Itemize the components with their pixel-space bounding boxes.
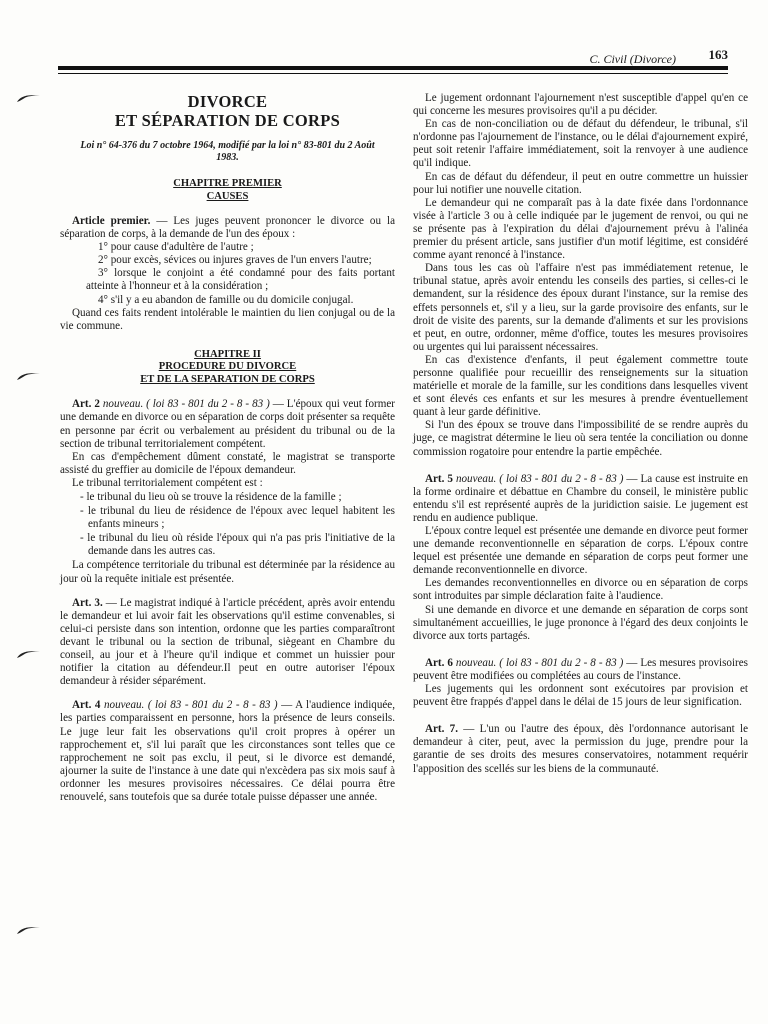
paragraph: Quand ces faits rendent intolérable le maintien du lien conjugal ou de la vie commune. — [60, 306, 395, 332]
paragraph: Si l'un des époux se trouve dans l'impossibilité de se rendre auprès du juge, ce magistrat détermine le lieu où sera tentée la conciliation ou donne commission rogatoire pour entendre la partie empêchée. — [413, 419, 748, 458]
right-column — [413, 92, 748, 776]
section-title — [60, 92, 395, 130]
article-text: — L'époux qui veut former une demande en divorce ou en séparation de corps doit présenter sa requête en personne par écrit ou verbalement au président du tribunal ou de la section de tribunal territorialement compétent. — [60, 398, 395, 450]
article-label: Art. 2 — [72, 398, 100, 411]
paragraph: En cas d'existence d'enfants, il peut également commettre toute personne qualifiée pour recueillir des renseignements sur la situation matérielle et morale de la famille, sur les conditions dans lesquelles vivent et sont élevés ces enfants et sur les mesures à prendre éventuellement quant à leur garde définitive. — [413, 353, 748, 419]
law-reference: Loi n° 64-376 du 7 octobre 1964, modifié par la loi n° 83-801 du 2 Août 1983. — [80, 140, 375, 163]
article-label: Art. 7. — [425, 723, 458, 736]
list-item: 2° pour excès, sévices ou injures graves de l'un envers l'autre; — [98, 254, 372, 267]
article-label: Art. 3. — [72, 596, 103, 609]
page-number: 163 — [708, 47, 728, 62]
article-text: — Les mesures provisoires peuvent être modifiées ou complétées au cours de l'instance. — [413, 656, 748, 682]
margin-mark-icon — [16, 924, 42, 936]
paragraph: En cas de défaut du défendeur, il peut en outre commettre un huissier pour lui notifier une nouvelle citation. — [413, 170, 748, 196]
chapter-heading-line: PROCEDURE DU DIVORCE — [158, 361, 297, 373]
chapter-heading — [60, 349, 395, 387]
running-title: C. Civil (Divorce) — [589, 52, 676, 66]
article-paragraph — [413, 723, 748, 775]
article-text: — L'un ou l'autre des époux, dès l'ordonnance autorisant le demandeur à citer, peut, avec la permission du juge, prendre pour la garantie de ses droits des mesures conservatoires, notamment requérir l'apposition des scellés sur les biens de la communauté. — [413, 723, 749, 775]
title-line: DIVORCE — [187, 92, 268, 111]
paragraph: Le demandeur qui ne comparaît pas à la date fixée dans l'ordonnance visée à l'article 3 ou à celle indiquée par le jugement de renvoi, ou qui ne se présente pas à l'expiration du délai d'ajournement prévu à l'alinéa premier du présent article, sans justifier d'un motif légitime, est considéré comme ayant renoncé à l'instance. — [413, 196, 748, 262]
page-header — [58, 44, 728, 66]
article-label: Art. 6 — [425, 656, 453, 669]
list-item: - le tribunal du lieu où se trouve la résidence de la famille ; — [80, 491, 342, 503]
article-reference: nouveau. ( loi 83 - 801 du 2 - 8 - 83 ) — [99, 398, 270, 411]
paragraph: En cas de non-conciliation ou de défaut du défendeur, le tribunal, s'il n'ordonne pas l'ajournement de l'instance, ou le délai d'ajournement expiré, peut soit retenir l'affaire immédiatement, soit la renvoyer à une audience qu'il indique. — [413, 118, 748, 170]
header-rule — [58, 66, 728, 70]
paragraph: Si une demande en divorce et une demande en séparation de corps sont simultanément accueillies, le juge prononce à l'égard des deux conjoints le divorce aux torts partagés. — [413, 603, 748, 642]
article-label: Art. 5 — [425, 472, 453, 485]
margin-mark-icon — [16, 370, 42, 382]
article-reference: nouveau. ( loi 83 - 801 du 2 - 8 - 83 ) — [100, 699, 278, 712]
article-label: Art. 4 — [72, 699, 101, 712]
list-item: 3° lorsque le conjoint a été condamné pour des faits portant atteinte à l'honneur et à la considération ; — [86, 267, 395, 293]
chapter-heading — [60, 178, 395, 203]
paragraph: Les demandes reconventionnelles en divorce ou en séparation de corps sont introduites par simple déclaration faite à l'audience. — [413, 577, 748, 603]
list-item: 1° pour cause d'adultère de l'autre ; — [98, 241, 254, 254]
paragraph: La compétence territoriale du tribunal est déterminée par la résidence au jour où la requête initiale est présentée. — [60, 559, 395, 585]
paragraph: En cas d'empêchement dûment constaté, le magistrat se transporte assisté du greffier au domicile de l'époux demandeur. — [60, 450, 395, 476]
article-text: — Les juges peuvent prononcer le divorce ou la séparation de corps, à la demande de l'un des époux : — [60, 215, 395, 241]
chapter-heading-line: ET DE LA SEPARATION DE CORPS — [140, 373, 315, 385]
title-line: ET SÉPARATION DE CORPS — [114, 111, 341, 130]
chapter-heading-line: CAUSES — [206, 190, 249, 202]
article-paragraph — [413, 473, 748, 525]
article-label: Article premier. — [72, 215, 151, 227]
paragraph: L'époux contre lequel est présentée une demande en divorce peut former une demande reconventionnelle en séparation de corps. L'époux contre lequel est présentée une demande en séparation de corps peut former une demande reconventionnelle en divorce. — [413, 525, 748, 577]
list-item: - le tribunal du lieu de résidence de l'époux avec lequel habitent les enfants mineurs ; — [80, 505, 395, 531]
article-text: — A l'audience indiquée, les parties comparaissent en personne, hors la présence de leurs conseils. Le juge leur fait les observations qu'il croit propres à opérer un rapprochement et, s'il lui paraît que les circonstances sont telles que ce rapprochement ne soit pas exclu, il peut, si le divorce est demandé, ajourner la suite de l'instance à une date qui n'excèdera pas six mois sauf à ordonner les mesures provisoires nécessaires. Ce délai pourra être renouvelé, sans toutefois que sa durée totale puisse dépasser une année. — [60, 699, 396, 803]
margin-mark-icon — [16, 92, 42, 104]
header-rule-thin — [58, 73, 728, 74]
article-paragraph — [60, 215, 395, 241]
article-text: — La cause est instruite en la forme ordinaire et débattue en Chambre du conseil, le ministère public entendu s'il est représenté auprès de la juridiction saisie. Le jugement est rendu en audience publique. — [413, 472, 748, 524]
list-item: 4° s'il y a eu abandon de famille ou du domicile conjugal. — [98, 293, 354, 306]
article-paragraph — [60, 398, 395, 450]
article-paragraph — [413, 657, 748, 683]
margin-mark-icon — [16, 648, 42, 660]
paragraph: Les jugements qui les ordonnent sont exécutoires par provision et peuvent être frappés d'appel dans le délai de 15 jours de leur signification. — [413, 683, 748, 709]
article-paragraph — [60, 597, 395, 689]
article-reference: nouveau. ( loi 83 - 801 du 2 - 8 - 83 ) — [452, 472, 624, 485]
paragraph: Dans tous les cas où l'affaire n'est pas immédiatement retenue, le tribunal statue, après avoir entendu les conseils des parties, si celles-ci le demandent, sur la résidence des époux durant l'instance, sur la remise des effets personnels et, s'il y a lieu, sur la garde provisoire des enfants, sur le droit de visite des parents, sur la demande d'aliments et sur les provisions et peut, en outre, ordonner, même d'office, toutes les mesures provisoires ou urgentes qui lui paraissent nécessaires. — [413, 262, 748, 353]
chapter-heading-line: CHAPITRE II — [194, 348, 261, 360]
article-paragraph — [60, 699, 395, 804]
left-column — [60, 88, 395, 804]
article-reference: nouveau. ( loi 83 - 801 du 2 - 8 - 83 ) — [452, 656, 624, 669]
article-text: — Le magistrat indiqué à l'article précédent, après avoir entendu le demandeur et lui avoir fait les observations qu'il estime convenables, si celui-ci persiste dans son intention, ordonne que les parties comparaîtront devant le tribunal ou la section de tribunal, siègeant en Chambre du conseil, au jour et à l'heure qu'il indique et commet un huissier pour notifier la citation au défendeur.Il peut en outre autoriser l'époux demandeur à résider séparément. — [60, 596, 396, 688]
paragraph: Le jugement ordonnant l'ajournement n'est susceptible d'appel qu'en ce qui concerne les mesures provisoires qu'il a pu décider. — [413, 92, 748, 118]
paragraph: Le tribunal territorialement compétent est : — [72, 476, 263, 489]
list-item: - le tribunal du lieu où réside l'époux qui n'a pas pris l'initiative de la demande dans les autres cas. — [80, 532, 395, 558]
chapter-heading-line: CHAPITRE PREMIER — [173, 178, 282, 189]
